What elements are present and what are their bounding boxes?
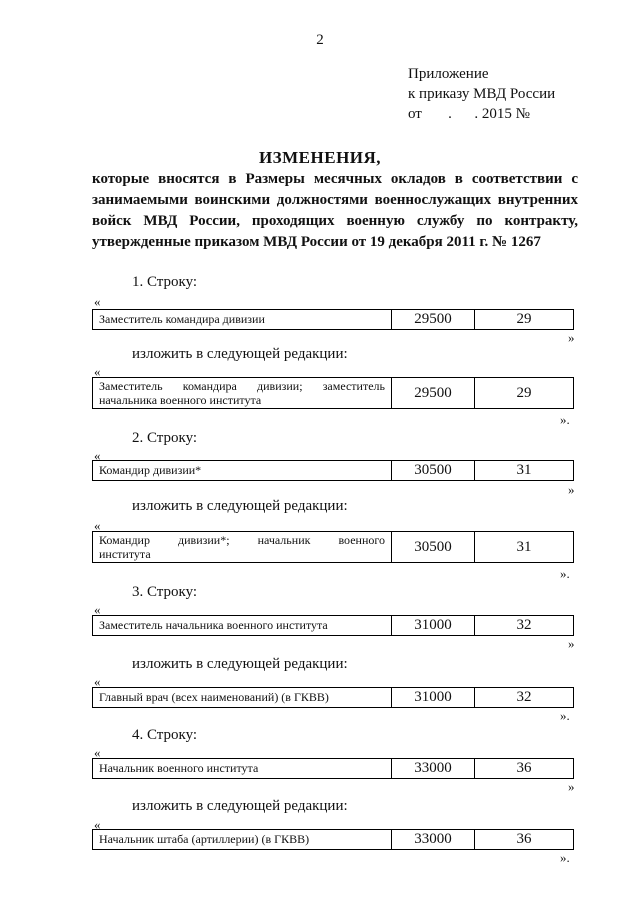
open-quote: « [94, 364, 101, 379]
grade-cell: 36 [475, 830, 574, 850]
grade-cell: 32 [475, 616, 574, 636]
item-2-instruction: изложить в следующей редакции: [132, 498, 348, 514]
item-4-label: 4. Строку: [132, 727, 198, 743]
item-4-instruction: изложить в следующей редакции: [132, 798, 348, 814]
position-cell: Главный врач (всех наименований) (в ГКВВ) [93, 688, 392, 708]
position-cell [93, 378, 392, 409]
salary-cell: 30500 [392, 461, 475, 481]
position-line-2: института [99, 547, 151, 561]
grade-cell: 29 [475, 310, 574, 330]
open-quote: « [94, 674, 101, 689]
salary-cell: 31000 [392, 616, 475, 636]
appendix-line-2: к приказу МВД России [408, 86, 556, 102]
close-quote: ». [560, 412, 570, 427]
position-cell [93, 532, 392, 563]
salary-cell: 30500 [392, 532, 475, 563]
position-cell: Заместитель командира дивизии [93, 310, 392, 330]
grade-cell: 31 [475, 532, 574, 563]
salary-cell: 31000 [392, 688, 475, 708]
close-quote: » [568, 482, 575, 497]
item-1-label: 1. Строку: [132, 274, 198, 290]
item-4-old-row [92, 758, 574, 779]
item-2-label: 2. Строку: [132, 430, 198, 446]
open-quote: « [94, 518, 101, 533]
item-3-label: 3. Строку: [132, 584, 198, 600]
item-3-instruction: изложить в следующей редакции: [132, 656, 348, 672]
open-quote: « [94, 817, 101, 832]
position-cell: Командир дивизии* [93, 461, 392, 481]
item-1-new-row [92, 377, 574, 409]
close-quote: ». [560, 850, 570, 865]
item-2-old-row [92, 460, 574, 481]
open-quote: « [94, 602, 101, 617]
open-quote: « [94, 294, 101, 309]
appendix-line-1: Приложение [408, 66, 489, 82]
close-quote: ». [560, 708, 570, 723]
grade-cell: 36 [475, 759, 574, 779]
item-1-instruction: изложить в следующей редакции: [132, 346, 348, 362]
document-title: ИЗМЕНЕНИЯ, [258, 148, 382, 167]
close-quote: » [568, 779, 575, 794]
close-quote: » [568, 636, 575, 651]
grade-cell: 32 [475, 688, 574, 708]
item-2-new-row [92, 531, 574, 563]
item-4-new-row [92, 829, 574, 850]
salary-cell: 33000 [392, 759, 475, 779]
position-line-2: начальника военного института [99, 393, 262, 407]
position-cell: Заместитель начальника военного института [93, 616, 392, 636]
item-1-old-row [92, 309, 574, 330]
item-3-old-row [92, 615, 574, 636]
grade-cell: 29 [475, 378, 574, 409]
document-subtitle: которые вносятся в Размеры месячных окладов в соответствии с занимаемыми воинскими должностями военнослужащих внутренних войск МВД России, проходящих военную службу по контракту, утвержденные приказом МВД России от 19 декабря 2011 г. № 1267 [92, 171, 578, 250]
page-number: 2 [316, 32, 324, 48]
salary-cell: 29500 [392, 310, 475, 330]
position-cell: Начальник штаба (артиллерии) (в ГКВВ) [93, 830, 392, 850]
close-quote: » [568, 330, 575, 345]
open-quote: « [94, 448, 101, 463]
salary-cell: 29500 [392, 378, 475, 409]
position-cell: Начальник военного института [93, 759, 392, 779]
item-3-new-row [92, 687, 574, 708]
salary-cell: 33000 [392, 830, 475, 850]
close-quote: ». [560, 566, 570, 581]
position-line-1: Командир дивизии*; начальник военного [99, 533, 385, 547]
open-quote: « [94, 745, 101, 760]
grade-cell: 31 [475, 461, 574, 481]
position-line-1: Заместитель командира дивизии; заместитель [99, 379, 385, 393]
appendix-line-3: от . . 2015 № [408, 106, 530, 122]
